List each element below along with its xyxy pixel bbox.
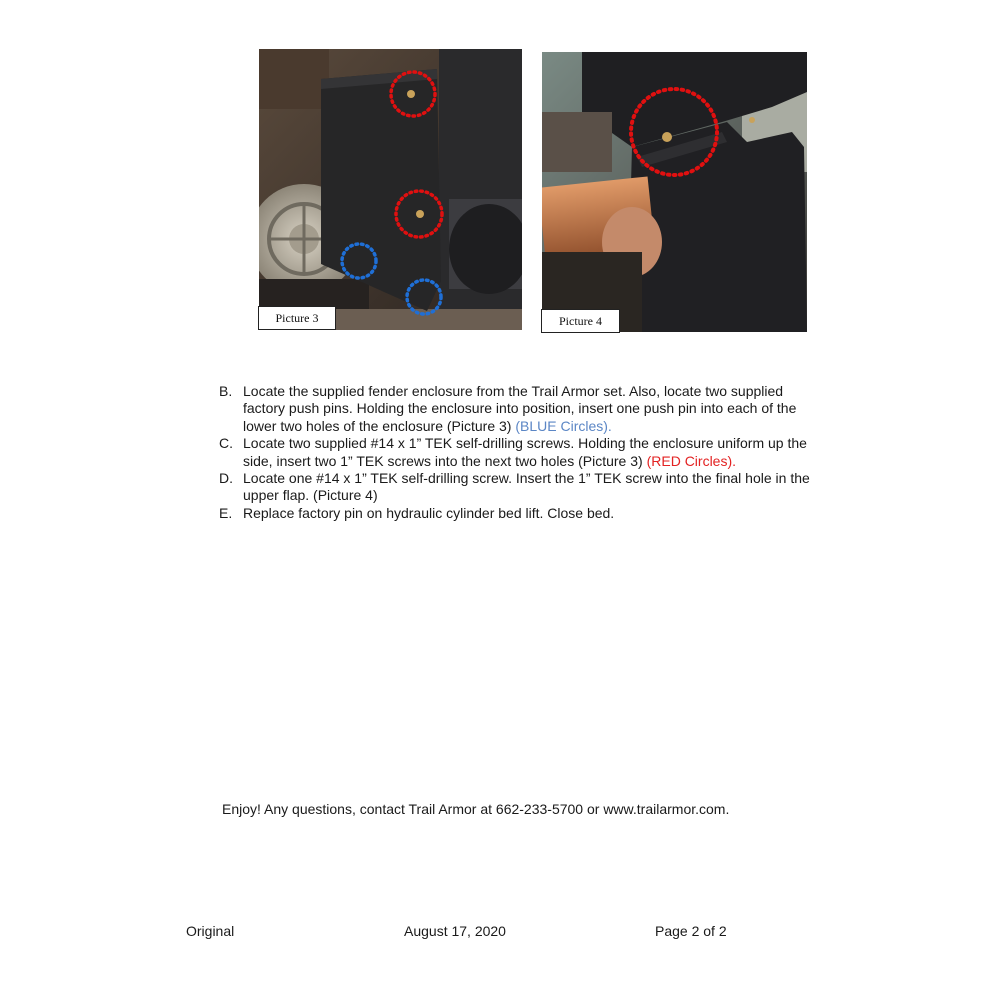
step-c — [219, 435, 819, 470]
picture-3-photo — [259, 49, 522, 330]
red-circles-note: (RED Circles). — [646, 452, 737, 469]
step-e-body: Replace factory pin on hydraulic cylinder bed lift. Close bed. — [243, 504, 615, 521]
step-e — [219, 505, 819, 522]
picture-3-illustration — [259, 49, 522, 330]
step-b-body: Locate the supplied fender enclosure from the Trail Armor set. Also, locate two supplied factory push pins. Holding the enclosure into position, insert one push pin into each of the lower two holes of the enclosure (Picture 3) — [243, 383, 797, 434]
step-letter: C. — [219, 435, 233, 452]
step-d-body: Locate one #14 x 1” TEK self-drilling screw. Insert the 1” TEK screw into the final hole in the upper flap. (Picture 4) — [243, 470, 810, 504]
picture-3-caption: Picture 3 — [258, 306, 336, 330]
step-d — [219, 470, 819, 505]
blue-circles-note: (BLUE Circles). — [515, 417, 612, 434]
step-letter: E. — [219, 504, 233, 521]
contact-line: Enjoy! Any questions, contact Trail Armor at 662-233-5700 or www.trailarmor.com. — [222, 801, 730, 817]
step-b — [219, 383, 819, 435]
step-text — [243, 435, 819, 470]
picture-4-caption: Picture 4 — [541, 309, 620, 333]
instruction-steps — [219, 383, 819, 522]
step-letter: D. — [219, 470, 233, 487]
picture-4-illustration — [542, 52, 807, 332]
step-c-body: Locate two supplied #14 x 1” TEK self-drilling screws. Holding the enclosure uniform up the side, insert two 1” TEK screws into the next two holes (Picture 3) — [243, 435, 807, 469]
step-text — [243, 383, 819, 435]
footer-page-number: Page 2 of 2 — [655, 923, 727, 939]
footer-date: August 17, 2020 — [404, 923, 506, 939]
footer-revision: Original — [186, 923, 235, 939]
picture-4-photo — [542, 52, 807, 332]
step-letter: B. — [219, 383, 233, 399]
